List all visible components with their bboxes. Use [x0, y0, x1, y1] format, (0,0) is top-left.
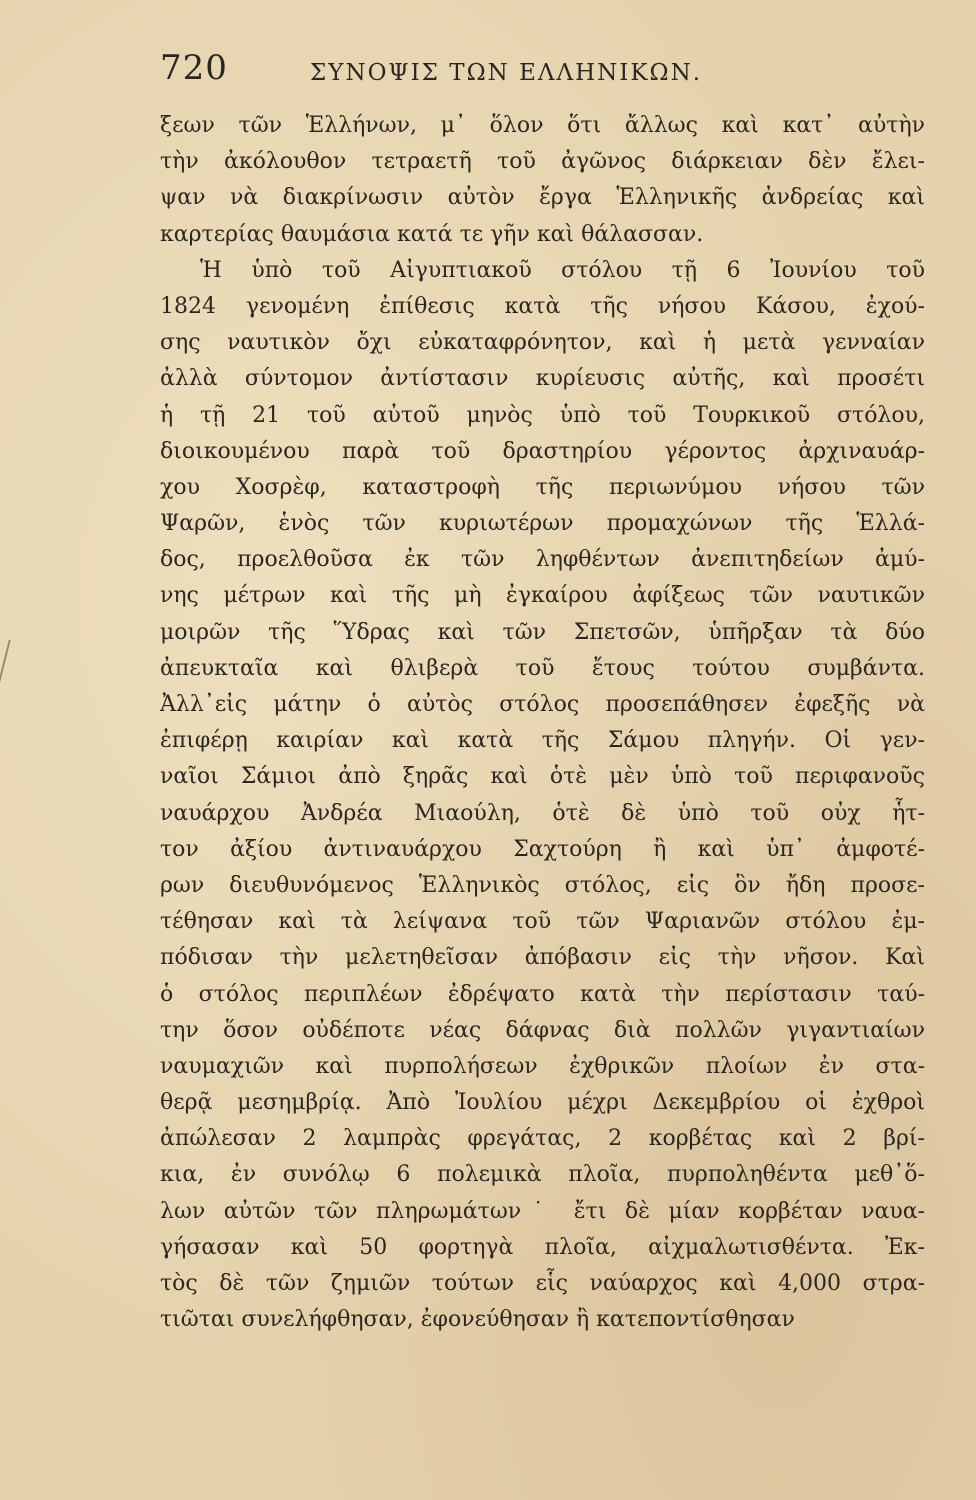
- text-line: ξεων τῶν Ἑλλήνων, μ᾽ ὅλον ὅτι ἄλλως καὶ κατ᾽ αὐτὴν: [160, 113, 925, 138]
- text-line: ναυμαχιῶν καὶ πυρπολήσεων ἐχθρικῶν πλοίων ἐν στα-: [160, 1053, 925, 1079]
- running-head: ΣΥΝΟΨΙΣ ΤΩΝ ΕΛΛΗΝΙΚΩΝ.: [310, 60, 703, 86]
- text-line: ρων διευθυνόμενος Ἑλληνικὸς στόλος, εἰς ὃν ἤδη προσε-: [160, 872, 925, 898]
- text-line: ἀπώλεσαν 2 λαμπρὰς φρεγάτας, 2 κορβέτας καὶ 2 βρί-: [160, 1126, 925, 1152]
- text-line: θερᾷ μεσημβρίᾳ. Ἀπὸ Ἰουλίου μέχρι Δεκεμβρίου οἱ ἐχθροὶ: [160, 1090, 925, 1116]
- page-number: 720: [160, 48, 228, 88]
- text-line: ἀλλὰ σύντομον ἀντίστασιν κυρίευσις αὐτῆς, καὶ προσέτι: [160, 366, 925, 392]
- text-line: τέθησαν καὶ τὰ λείψανα τοῦ τῶν Ψαριανῶν στόλου ἐμ-: [160, 909, 925, 935]
- text-line: σης ναυτικὸν ὄχι εὐκαταφρόνητον, καὶ ἡ μετὰ γενναίαν: [160, 330, 925, 356]
- text-line: ἀπευκταῖα καὶ θλιβερὰ τοῦ ἔτους τούτου συμβάντα.: [160, 655, 925, 681]
- text-line: νης μέτρων καὶ τῆς μὴ ἐγκαίρου ἀφίξεως τῶν ναυτικῶν: [160, 583, 925, 609]
- text-line: 1824 γενομένη ἐπίθεσις κατὰ τῆς νήσου Κάσου, ἐχού-: [160, 293, 925, 319]
- margin-pencil-mark: [0, 640, 33, 710]
- text-line: ὁ στόλος περιπλέων ἐδρέψατο κατὰ τὴν περίστασιν ταύ-: [160, 981, 925, 1007]
- text-line: ἡ τῇ 21 τοῦ αὐτοῦ μηνὸς ὑπὸ τοῦ Τουρκικοῦ στόλου,: [160, 402, 925, 428]
- page-header: [160, 40, 920, 100]
- body-text: [160, 108, 925, 1338]
- text-line: δος, προελθοῦσα ἐκ τῶν ληφθέντων ἀνεπιτηδείων ἀμύ-: [160, 547, 925, 573]
- text-line: μοιρῶν τῆς Ὕδρας καὶ τῶν Σπετσῶν, ὑπῆρξαν τὰ δύο: [160, 619, 925, 645]
- text-line: λων αὐτῶν τῶν πληρωμάτων˙ ἔτι δὲ μίαν κορβέταν ναυα-: [160, 1198, 925, 1224]
- text-line: τὴν ἀκόλουθον τετραετῆ τοῦ ἀγῶνος διάρκειαν δὲν ἔλει-: [160, 149, 925, 175]
- text-line: ναυάρχου Ἀνδρέα Μιαούλη, ὁτὲ δὲ ὑπὸ τοῦ οὐχ ἧτ-: [160, 800, 925, 826]
- text-line: την ὅσον οὐδέποτε νέας δάφνας διὰ πολλῶν γιγαντιαίων: [160, 1017, 925, 1043]
- text-line: χου Χοσρὲφ, καταστροφὴ τῆς περιωνύμου νήσου τῶν: [160, 474, 925, 500]
- text-line: καρτερίας θαυμάσια κατά τε γῆν καὶ θάλασσαν.: [160, 221, 704, 247]
- text-line: γήσασαν καὶ 50 φορτηγὰ πλοῖα, αἰχμαλωτισθέντα. Ἐκ-: [160, 1234, 925, 1260]
- text-line: Ἡ ὑπὸ τοῦ Αἰγυπτιακοῦ στόλου τῇ 6 Ἰουνίου τοῦ: [200, 257, 925, 283]
- text-line: ναῖοι Σάμιοι ἀπὸ ξηρᾶς καὶ ὁτὲ μὲν ὑπὸ τοῦ περιφανοῦς: [160, 764, 925, 790]
- text-line: Ψαρῶν, ἑνὸς τῶν κυριωτέρων προμαχώνων τῆς Ἑλλά-: [160, 511, 925, 537]
- text-line: ψαν νὰ διακρίνωσιν αὐτὸν ἔργα Ἑλληνικῆς ἀνδρείας καὶ: [160, 185, 925, 211]
- text-line: κια, ἐν συνόλῳ 6 πολεμικὰ πλοῖα, πυρποληθέντα μεθ᾽ὅ-: [160, 1162, 925, 1188]
- text-line: τιῶται συνελήφθησαν, ἐφονεύθησαν ἢ κατεποντίσθησαν: [160, 1307, 795, 1333]
- text-line: πόδισαν τὴν μελετηθεῖσαν ἀπόβασιν εἰς τὴν νῆσον. Καὶ: [160, 945, 925, 971]
- text-line: Ἀλλ᾽εἰς μάτην ὁ αὐτὸς στόλος προσεπάθησεν ἐφεξῆς νὰ: [160, 692, 925, 717]
- text-line: τὸς δὲ τῶν ζημιῶν τούτων εἷς ναύαρχος καὶ 4,000 στρα-: [160, 1271, 925, 1296]
- text-line: ἐπιφέρῃ καιρίαν καὶ κατὰ τῆς Σάμου πληγήν. Οἱ γεν-: [160, 728, 925, 754]
- text-line: διοικουμένου παρὰ τοῦ δραστηρίου γέροντος ἀρχιναυάρ-: [160, 438, 925, 464]
- text-line: τον ἀξίου ἀντιναυάρχου Σαχτούρη ἢ καὶ ὑπ᾽ ἀμφοτέ-: [160, 836, 925, 862]
